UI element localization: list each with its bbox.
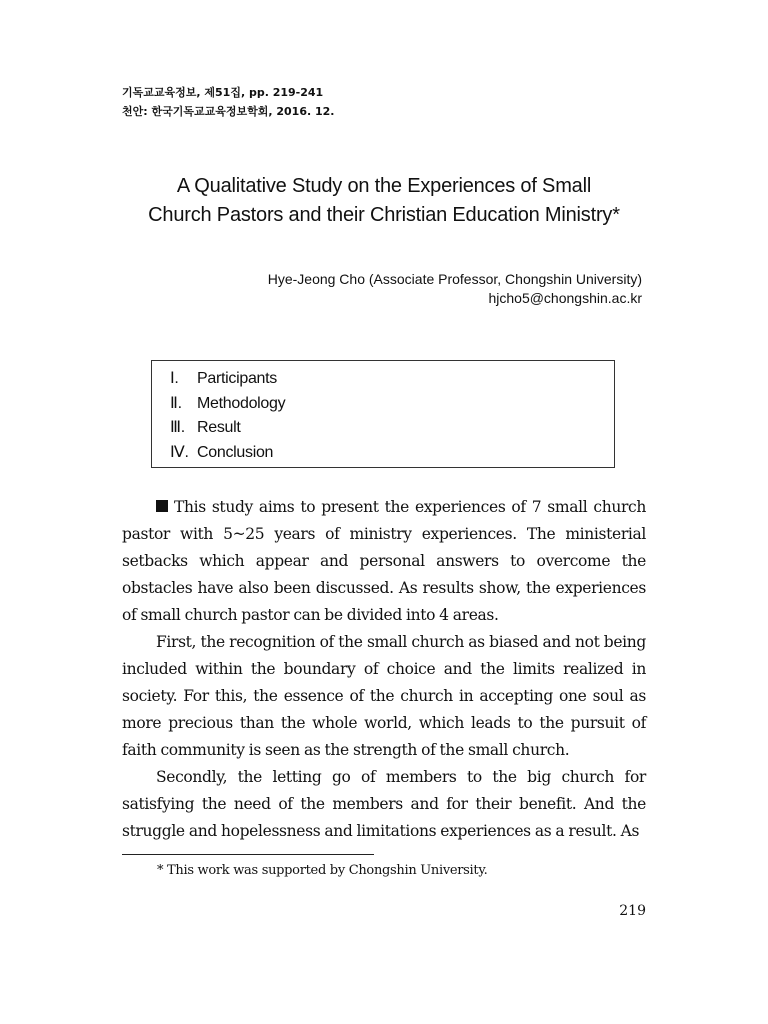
abstract-paragraph: Secondly, the letting go of members to the big church for satisfying the need of the members and for their benefit. And the struggle and hopelessness and limitations experiences as a result. As [122,768,646,840]
toc-item-number: Ⅱ. [170,394,182,412]
toc-item-participants [170,367,614,392]
toc-item-number: Ⅲ. [170,419,185,436]
journal-publisher: 천안: 한국기독교교육정보학회, 2016. 12. [122,105,335,118]
abstract-paragraph [122,494,646,629]
toc-item-label: Participants [197,370,277,387]
paper-title-line-2: Church Pastors and their Christian Education Ministry* [148,204,620,226]
toc-item-result [170,416,614,441]
black-square-icon [156,500,168,512]
toc-item-methodology [170,392,614,417]
author-email: hjcho5@chongshin.ac.kr [488,290,642,306]
paper-title-line-1: A Qualitative Study on the Experiences of Small [176,175,592,197]
toc-item-number: Ⅳ. [170,443,189,461]
table-of-contents [151,360,615,468]
journal-header [122,83,642,121]
paper-title [100,172,668,230]
toc-item-label: Methodology [197,394,286,412]
abstract-paragraph-text: This study aims to present the experiences of 7 small church pastor with 5~25 years of ministry experiences. The ministerial setbacks which appear and personal answers to overcome the obstacles have also been discussed. As results show, the experiences of small church pastor can be divided into 4 areas. [122,498,646,624]
footnote-divider [122,854,374,855]
abstract-paragraph: First, the recognition of the small church as biased and not being included within the boundary of choice and the limits realized in society. For this, the essence of the church in accepting one soul as more precious than the whole world, which leads to the pursuit of faith community is seen as the strength of the small church. [122,633,646,759]
toc-item-conclusion [170,441,614,466]
toc-item-label: Result [197,419,241,436]
author-block [268,270,642,308]
footnote: * This work was supported by Chongshin University. [157,863,488,878]
journal-citation: 기독교교육정보, 제51집, pp. 219-241 [122,86,324,99]
author-name-affiliation: Hye-Jeong Cho (Associate Professor, Chongshin University) [267,271,642,287]
abstract-body [122,494,646,845]
toc-item-label: Conclusion [197,443,274,461]
page-number: 219 [619,903,646,919]
toc-item-number: Ⅰ. [170,370,179,387]
